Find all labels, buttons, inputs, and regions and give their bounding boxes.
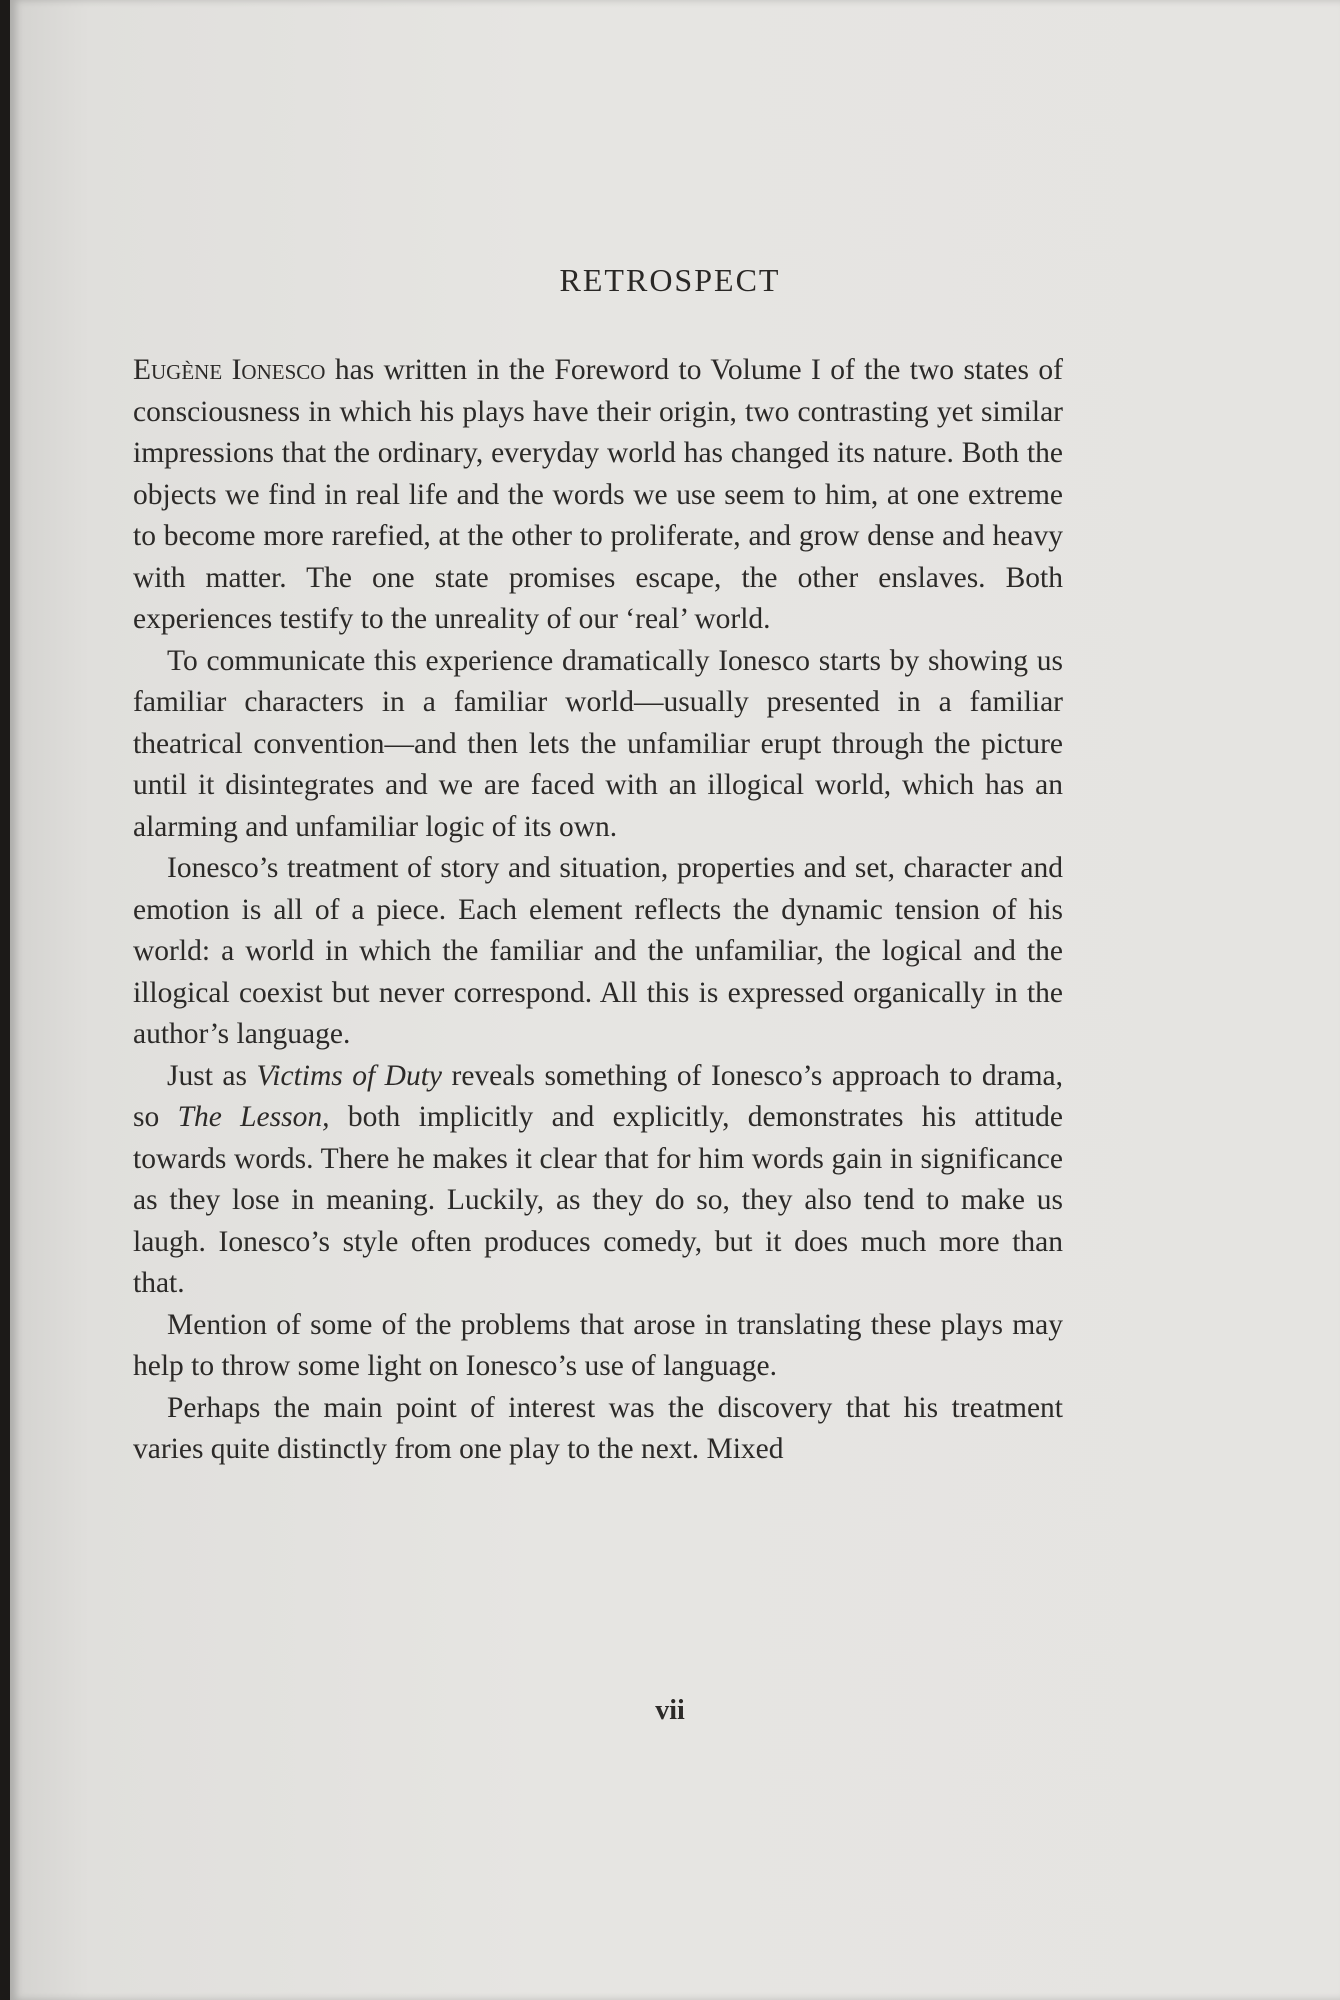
paragraph-4-text-a: Just as (167, 1059, 257, 1092)
paragraph-6: Perhaps the main point of interest was the discovery that his treatment varies quite distinctly from one play to the next. Mixed (133, 1391, 1063, 1465)
play-title-the-lesson: The Lesson, (177, 1101, 330, 1133)
paragraph-5: Mention of some of the problems that arose in translating these plays may help to throw some light on Ionesco’s use of language. (133, 1308, 1063, 1382)
paragraph-1 (133, 350, 1063, 641)
author-name: Eugène Ionesco (133, 354, 326, 386)
paragraph-4 (133, 1056, 1063, 1305)
paragraph-2: To communicate this experience dramatically Ionesco starts by showing us familiar characters in a familiar world—usually presented in a familiar theatrical convention—and then lets the unfamiliar erupt through the picture until it disintegrates and we are faced with an illogical world, which has an alarming and unfamiliar logic of its own. (133, 644, 1063, 843)
play-title-victims-of-duty: Victims of Duty (256, 1059, 443, 1092)
paragraph-3: Ionesco’s treatment of story and situation, properties and set, character and emotion is all of a piece. Each element reflects the dynamic tension of his world: a world in which the familiar and the unfamiliar, the logical and the illogical coexist but never correspond. All this is expressed organically in the author’s language. (133, 852, 1063, 1050)
paragraph-1-text: has written in the Foreword to Volume I of the two states of consciousness in which his plays have their origin, two contrasting yet similar impressions that the ordinary, everyday world has changed its nature. Both the objects we find in real life and the words we use seem to him, at one extreme to become more rarefied, at the other to proliferate, and grow dense and heavy with matter. The one state promises escape, the other enslaves. Both experiences testify to the unreality of our ‘real’ world. (133, 354, 1063, 635)
body-text (133, 350, 1063, 1471)
paragraph-4-text-b: reveals something of Ionesco’s approach to drama, so (133, 1059, 1063, 1133)
paragraph-4-text-c: both implicitly and explicitly, demonstrates his attitude towards words. There he makes it clear that for him words gain in significance as they lose in meaning. Luckily, as they do so, they also tend to make us laugh. Ionesco’s style often produces comedy, but it does much more than that. (133, 1101, 1063, 1299)
chapter-heading: RETROSPECT (559, 262, 781, 298)
page-number: vii (655, 1695, 685, 1726)
